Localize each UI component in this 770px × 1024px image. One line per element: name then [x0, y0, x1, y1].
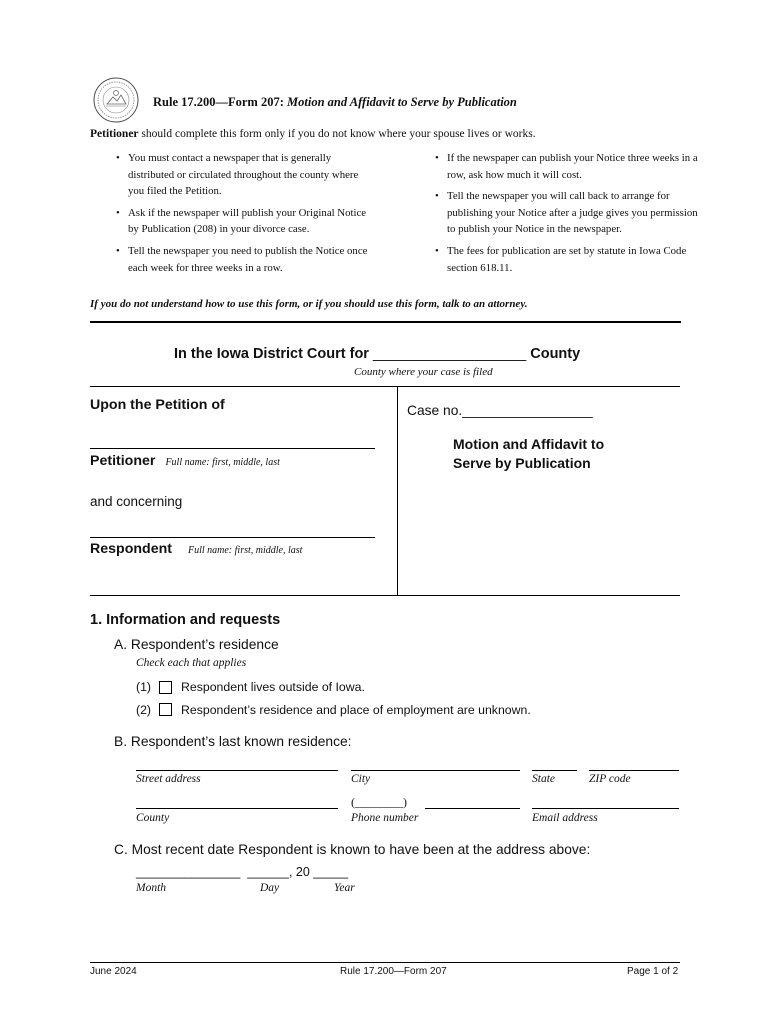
instruction-item: • If the newspaper can publish your Notice three weeks in a row, ask how much it will cost.	[435, 150, 703, 183]
year-caption: Year	[334, 882, 355, 894]
state-caption: State	[532, 773, 555, 785]
respondent-label: Respondent	[90, 541, 172, 557]
state-line[interactable]	[532, 770, 577, 771]
form-rule-number: Rule 17.200—Form 207:	[153, 95, 284, 109]
court-heading	[174, 346, 580, 362]
instructions-left	[116, 150, 376, 281]
option-label: Respondent lives outside of Iowa.	[181, 680, 365, 694]
respondent-name-line[interactable]	[90, 537, 375, 538]
phone-line[interactable]	[425, 808, 520, 809]
petitioner-label: Petitioner	[90, 453, 156, 469]
case-number-row	[407, 403, 593, 418]
instructions-right	[435, 150, 703, 281]
outside-iowa-checkbox[interactable]	[159, 681, 172, 694]
intro-text: should complete this form only if you do not know where your spouse lives or works.	[141, 128, 536, 140]
document-title-line-2: Serve by Publication	[453, 455, 591, 471]
option-num: (1)	[136, 680, 152, 694]
footer-rule	[90, 962, 680, 963]
section-1b-heading: B. Respondent’s last known residence:	[114, 734, 352, 749]
respondent-row	[90, 540, 302, 558]
instruction-item: • Ask if the newspaper will publish your Original Notice by Publication (208) in your divorce case.	[116, 205, 376, 238]
section-1a-hint: Check each that applies	[136, 657, 247, 669]
section-1a-heading: A. Respondent’s residence	[114, 637, 279, 652]
intro-lead: Petitioner	[90, 128, 139, 140]
petitioner-hint: Full name: first, middle, last	[165, 457, 280, 468]
document-title-line-1: Motion and Affidavit to	[453, 436, 605, 452]
year-prefix: 20	[295, 865, 310, 879]
intro-line	[90, 128, 536, 140]
month-blank[interactable]: _______________	[136, 865, 241, 879]
petitioner-name-line[interactable]	[90, 448, 375, 449]
petition-of-label: Upon the Petition of	[90, 397, 225, 413]
document-title	[453, 435, 604, 473]
section-1c-heading: C. Most recent date Respondent is known to have been at the address above:	[114, 842, 591, 857]
email-caption: Email address	[532, 812, 598, 824]
caption-top-border	[90, 386, 680, 387]
caption-bottom-border	[90, 595, 680, 596]
county-line[interactable]	[136, 808, 338, 809]
street-address-line[interactable]	[136, 770, 338, 771]
date-row	[136, 865, 348, 879]
county-hint: County where your case is filed	[354, 366, 493, 378]
footer-date: June 2024	[90, 966, 137, 977]
petitioner-row	[90, 452, 280, 470]
instruction-item: • The fees for publication are set by statute in Iowa Code section 618.11.	[435, 243, 703, 276]
option-num: (2)	[136, 703, 152, 717]
zip-line[interactable]	[589, 770, 679, 771]
zip-caption: ZIP code	[589, 773, 631, 785]
street-address-caption: Street address	[136, 773, 201, 785]
case-number-blank[interactable]: _________________	[462, 403, 593, 418]
year-blank[interactable]: _____	[313, 865, 349, 879]
section-1-heading: 1. Information and requests	[90, 612, 281, 628]
footer-form: Rule 17.200—Form 207	[340, 966, 447, 977]
instruction-item: • Tell the newspaper you will call back to arrange for publishing your Notice after a judge gives you permission to publish your Notice in the newspaper.	[435, 188, 703, 238]
option-label: Respondent’s residence and place of employment are unknown.	[181, 703, 531, 717]
court-prefix: In the Iowa District Court for	[174, 346, 369, 362]
month-caption: Month	[136, 882, 167, 894]
city-line[interactable]	[351, 770, 520, 771]
form-name: Motion and Affidavit to Serve by Publication	[287, 95, 517, 109]
attorney-warning: If you do not understand how to use this form, or if you should use this form, talk to an attorney.	[90, 298, 528, 310]
divider	[90, 321, 681, 323]
phone-caption: Phone number	[351, 812, 419, 824]
respondent-hint: Full name: first, middle, last	[187, 545, 303, 556]
form-title	[153, 95, 517, 110]
day-caption: Day	[260, 882, 280, 894]
city-caption: City	[351, 773, 371, 785]
footer-page: Page 1 of 2	[627, 966, 679, 977]
concerning-label: and concerning	[90, 494, 183, 509]
email-line[interactable]	[532, 808, 679, 809]
county-caption: County	[136, 812, 170, 824]
day-blank[interactable]: ______,	[247, 865, 293, 879]
instruction-item: • Tell the newspaper you need to publish the Notice once each week for three weeks in a row.	[116, 243, 376, 276]
caption-divider	[397, 387, 398, 595]
instruction-item: • You must contact a newspaper that is generally distributed or circulated throughout the county where you filed the Petition.	[116, 150, 376, 200]
residence-unknown-checkbox[interactable]	[159, 703, 172, 716]
iowa-seal-icon	[93, 77, 139, 123]
case-number-label: Case no.	[407, 403, 463, 418]
court-suffix: County	[530, 346, 581, 362]
phone-area-code[interactable]: (________)	[351, 795, 407, 809]
county-blank[interactable]: ___________________	[372, 346, 527, 362]
